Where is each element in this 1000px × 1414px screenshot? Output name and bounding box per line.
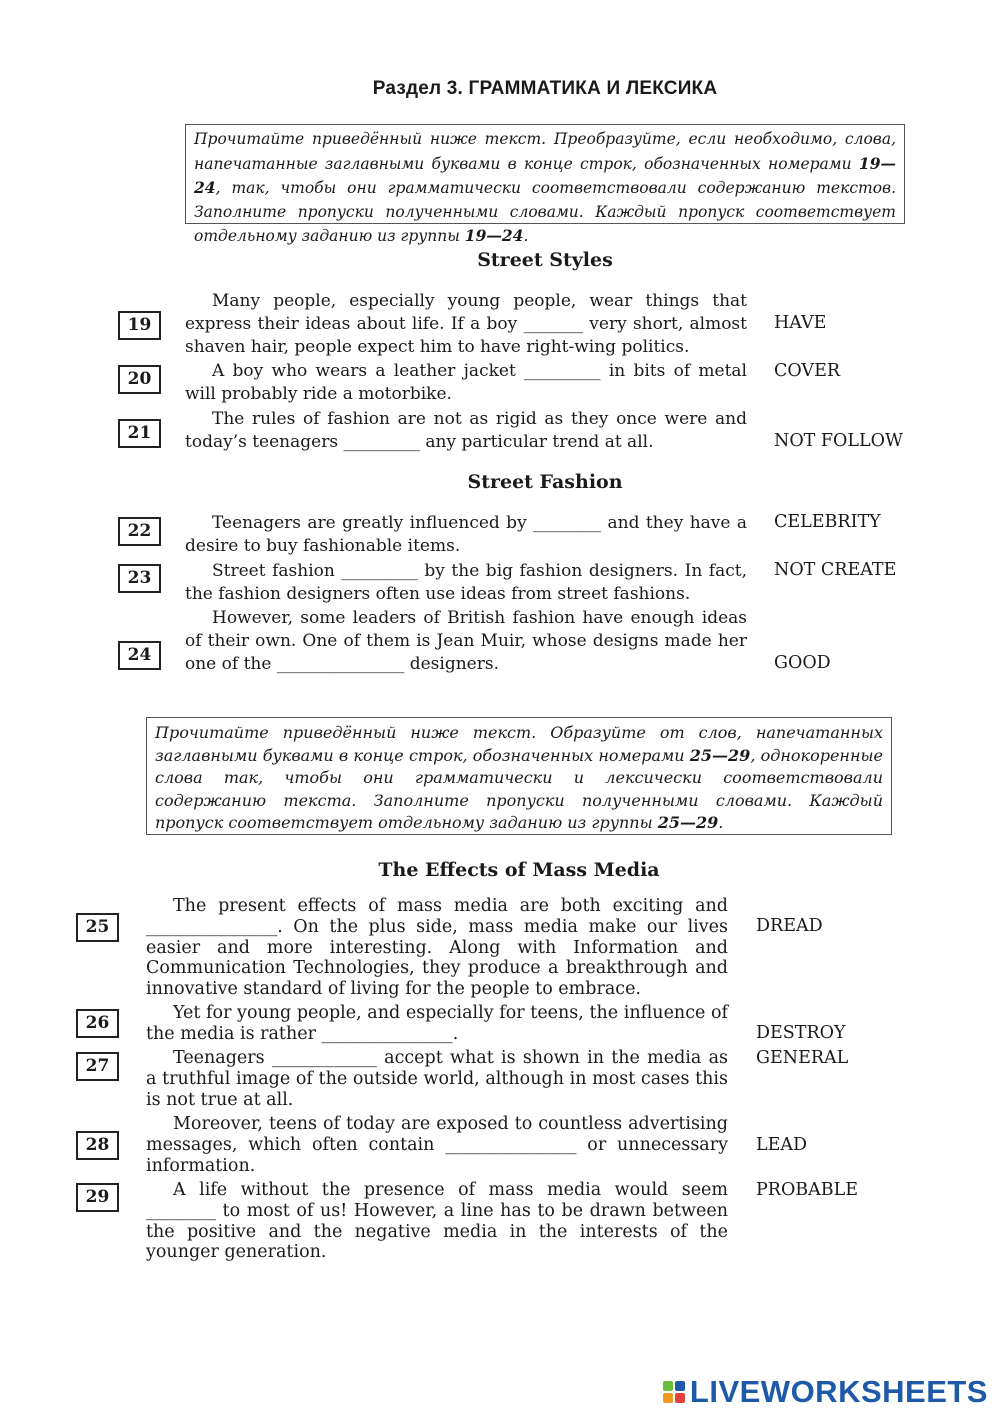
task-word-22: CELEBRITY [774,512,881,532]
instruction-1-part-1: Прочитайте приведённый ниже текст. Преобразуйте, если необходимо, слова, напечатанные заглавными буквами в конце строк, обозначенных номерами [194,130,896,173]
task-text-25: The present effects of mass media are both exciting and _______________. On the plus side, mass media make our lives easier and more interesting. Along with Information and Communication Technologies, they produce a breakthrough and innovative standard of living for the people to embrace. [146,896,728,1000]
task-number-27: 27 [76,1052,119,1081]
task-word-24: GOOD [774,653,831,673]
task-number-25: 25 [76,913,119,942]
task-number-20: 20 [118,365,161,394]
heading-street-styles: Street Styles [477,249,613,271]
task-number-24: 24 [118,641,161,670]
task-word-23: NOT CREATE [774,560,897,580]
task-word-19: HAVE [774,313,827,333]
instruction-box-1 [185,124,905,245]
task-word-29: PROBABLE [756,1180,859,1200]
instruction-1-part-2: , так, чтобы они грамматически соответствовали содержанию текстов. Заполните пропуски полученными словами. Каждый пропуск соответствует отдельному заданию из группы [194,179,896,245]
instruction-2-range-1: 25—29 [689,745,751,765]
instruction-box-2 [146,717,892,835]
instruction-2-part-2: , однокоренные слова так, чтобы они грамматически и лексически соответствовали содержанию текста. Заполните пропуски полученными словами. Каждый пропуск соответствует отдельному заданию из группы [155,745,883,832]
task-text-29: A life without the presence of mass media would seem ________ to most of us! However, a line has to be drawn between the positive and the negative media in the interests of the younger generation. [146,1180,728,1263]
task-text-19: Many people, especially young people, wear things that express their ideas about life. If a boy _______ very short, almost shaven hair, people expect him to have right-wing politics. [185,291,747,357]
task-number-23: 23 [118,564,161,593]
task-text-22: Teenagers are greatly influenced by ________ and they have a desire to buy fashionable items. [185,513,747,556]
task-text-20: A boy who wears a leather jacket _________ in bits of metal will probably ride a motorbike. [185,361,747,404]
instruction-1-range-2: 19—24 [464,226,524,245]
instruction-2-part-1: Прочитайте приведённый ниже текст. Образуйте от слов, напечатанных заглавными буквами в конце строк, обозначенных номерами [155,723,883,765]
liveworksheets-logo-icon [663,1381,685,1403]
task-word-25: DREAD [756,916,823,936]
instruction-1-range-1: 19—24 [194,153,896,197]
liveworksheets-logo [663,1374,988,1410]
task-word-26: DESTROY [756,1023,846,1043]
task-word-27: GENERAL [756,1048,849,1068]
task-number-28: 28 [76,1131,119,1160]
task-word-21: NOT FOLLOW [774,431,903,451]
instruction-2-range-2: 25—29 [657,813,719,832]
task-text-28: Moreover, teens of today are exposed to countless advertising messages, which often contain _______________ or unnecessary information. [146,1114,728,1176]
task-word-20: COVER [774,361,841,381]
instruction-1-part-3: . [523,227,529,245]
instruction-2-part-3: . [718,813,724,832]
task-word-28: LEAD [756,1135,808,1155]
task-text-21: The rules of fashion are not as rigid as they once were and today’s teenagers _________ any particular trend at all. [185,409,747,452]
task-text-27: Teenagers ____________ accept what is shown in the media as a truthful image of the outside world, although in most cases this is not true at all. [146,1048,728,1110]
task-number-21: 21 [118,419,161,448]
heading-effects-of-mass-media: The Effects of Mass Media [378,859,660,881]
liveworksheets-logo-text: LIVEWORKSHEETS [689,1374,988,1409]
task-number-26: 26 [76,1009,119,1038]
task-text-26: Yet for young people, and especially for teens, the influence of the media is rather _______________. [146,1003,728,1044]
task-number-22: 22 [118,517,161,546]
task-text-23: Street fashion _________ by the big fashion designers. In fact, the fashion designers often use ideas from street fashions. [185,561,747,604]
task-number-19: 19 [118,311,161,340]
section-title: Раздел 3. ГРАММАТИКА И ЛЕКСИКА [372,78,718,99]
heading-street-fashion: Street Fashion [467,471,623,493]
task-number-29: 29 [76,1183,119,1212]
task-text-24: However, some leaders of British fashion have enough ideas of their own. One of them is Jean Muir, whose designs made her one of the _______________ designers. [185,608,747,674]
